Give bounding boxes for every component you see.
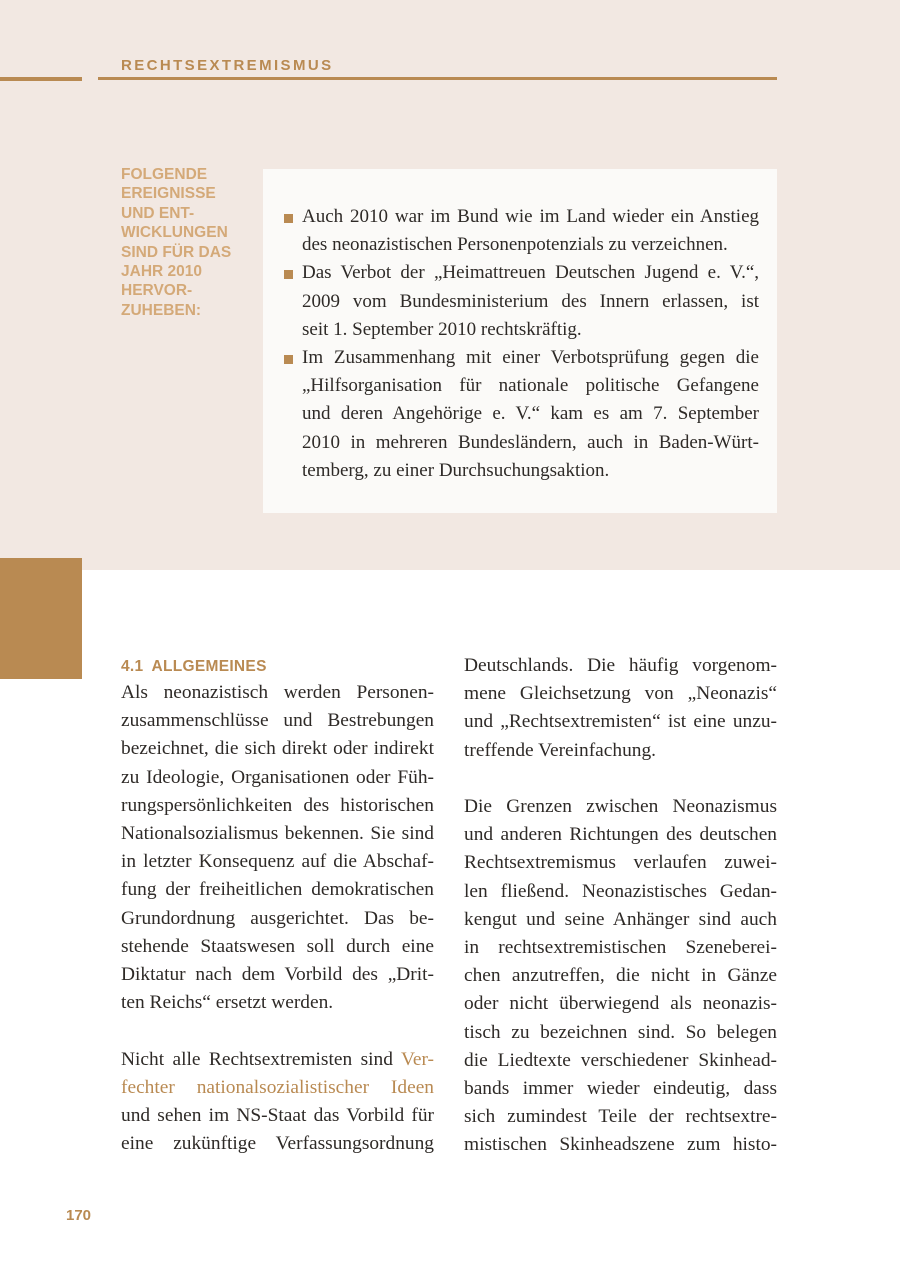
text-line: sich zumindest Teile der rechtsextre- xyxy=(464,1106,777,1128)
highlights-list xyxy=(284,203,759,485)
text-line: Auch 2010 war im Bund wie im Land wieder ein Anstieg xyxy=(302,206,759,227)
text-line: Nationalsozialismus bekennen. Sie sind xyxy=(121,823,434,845)
text-line: bezeichnet, die sich direkt oder indirekt xyxy=(121,738,434,760)
text-line: 2010 in mehreren Bundesländern, auch in Baden-Würt- xyxy=(302,431,759,453)
square-bullet-icon xyxy=(284,270,293,279)
text-line: bands immer wieder eindeutig, dass xyxy=(464,1078,777,1100)
text-line: zusammenschlüsse und Bestrebungen xyxy=(121,710,434,732)
text-line: mistischen Skinheadszene zum histo- xyxy=(464,1134,777,1156)
text-fragment: Nicht alle Rechtsextremisten sind xyxy=(121,1048,401,1070)
intro-label-line: WICKLUNGEN xyxy=(121,224,228,242)
text-line xyxy=(121,1046,434,1074)
glossary-link[interactable]: fechter nationalsozialistischer Ideen xyxy=(121,1076,434,1098)
text-line: rungspersönlichkeiten des historischen xyxy=(121,794,434,816)
text-line: Im Zusammenhang mit einer Verbotsprüfung gegen die xyxy=(302,347,759,369)
section-heading xyxy=(121,655,434,679)
text-line: fung der freiheitlichen demokratischen xyxy=(121,879,434,901)
text-line: 2009 vom Bundesministerium des Innern erlassen, ist xyxy=(302,290,759,312)
intro-label-line: ZUHEBEN: xyxy=(121,301,202,319)
square-bullet-icon xyxy=(284,214,293,223)
side-accent-block xyxy=(0,558,82,679)
section-number: 4.1 xyxy=(121,658,144,675)
intro-label-line: JAHR 2010 xyxy=(121,263,202,281)
section-title: ALLGEMEINES xyxy=(151,658,267,675)
text-line: in rechtsextremistischen Szeneberei- xyxy=(464,937,777,959)
right-column xyxy=(464,652,777,1160)
text-line: seit 1. September 2010 rechtskräftig. xyxy=(302,318,582,340)
intro-label-line: FOLGENDE xyxy=(121,166,208,183)
text-line: in letzter Konsequenz auf die Abschaf- xyxy=(121,851,434,873)
highlight-item xyxy=(284,344,759,485)
text-line: oder nicht überwiegend als neonazis- xyxy=(464,993,777,1015)
text-line: len fließend. Neonazistisches Gedan- xyxy=(464,880,777,902)
text-line: Als neonazistisch werden Personen- xyxy=(121,682,434,703)
text-line: und anderen Richtungen des deutschen xyxy=(464,824,777,846)
text-line: tisch zu bezeichnen sind. So belegen xyxy=(464,1021,777,1043)
highlight-item xyxy=(284,203,759,259)
text-line: und deren Angehörige e. V.“ kam es am 7. September xyxy=(302,403,759,425)
paragraph-gap xyxy=(121,1017,434,1045)
text-line: und sehen im NS-Staat das Vorbild für xyxy=(121,1105,434,1127)
text-line: Das Verbot der „Heimattreuen Deutschen Jugend e. V.“, xyxy=(302,262,759,284)
intro-label-line: UND ENT- xyxy=(121,204,195,222)
header-rule-left xyxy=(0,77,82,81)
text-line: Deutschlands. Die häufig vorgenom- xyxy=(464,655,777,676)
page-number: 170 xyxy=(66,1207,92,1224)
intro-label-line: SIND FÜR DAS xyxy=(121,243,232,261)
text-line: Diktatur nach dem Vorbild des „Drit- xyxy=(121,964,434,986)
running-head: RECHTSEXTREMISMUS xyxy=(121,57,334,74)
text-line: die Liedtexte verschiedener Skinhead- xyxy=(464,1049,777,1071)
intro-label-line: EREIGNISSE xyxy=(121,185,216,203)
text-line: ten Reichs“ ersetzt werden. xyxy=(121,992,334,1014)
text-line: Die Grenzen zwischen Neonazismus xyxy=(464,796,777,817)
text-line: temberg, zu einer Durchsuchungsaktion. xyxy=(302,459,610,481)
text-line: Rechtsextremismus verlaufen zuwei- xyxy=(464,852,777,874)
text-line: stehende Staatswesen soll durch eine xyxy=(121,935,434,957)
text-line: Grundordnung ausgerichtet. Das be- xyxy=(121,907,434,929)
paragraph-gap xyxy=(464,765,777,793)
intro-label xyxy=(121,165,251,320)
header-rule xyxy=(98,77,777,80)
text-line: zu Ideologie, Organisationen oder Füh- xyxy=(121,766,434,788)
square-bullet-icon xyxy=(284,355,293,364)
text-line: eine zukünftige Verfassungsordnung xyxy=(121,1133,434,1155)
text-line: chen anzutreffen, die nicht in Gänze xyxy=(464,965,777,987)
text-line: mene Gleichsetzung von „Neonazis“ xyxy=(464,683,777,705)
text-line: kengut und seine Anhänger sind auch xyxy=(464,908,777,930)
glossary-link[interactable]: Ver- xyxy=(401,1048,434,1070)
intro-label-line: HERVOR- xyxy=(121,282,193,300)
highlight-item xyxy=(284,259,759,344)
text-line: und „Rechtsextremisten“ ist eine unzu- xyxy=(464,711,777,733)
text-line: des neonazistischen Personenpotenzials zu verzeichnen. xyxy=(302,234,728,256)
left-column xyxy=(121,655,434,1158)
text-line: treffende Vereinfachung. xyxy=(464,739,657,761)
text-line: „Hilfsorganisation für nationale politische Gefangene xyxy=(302,375,759,397)
